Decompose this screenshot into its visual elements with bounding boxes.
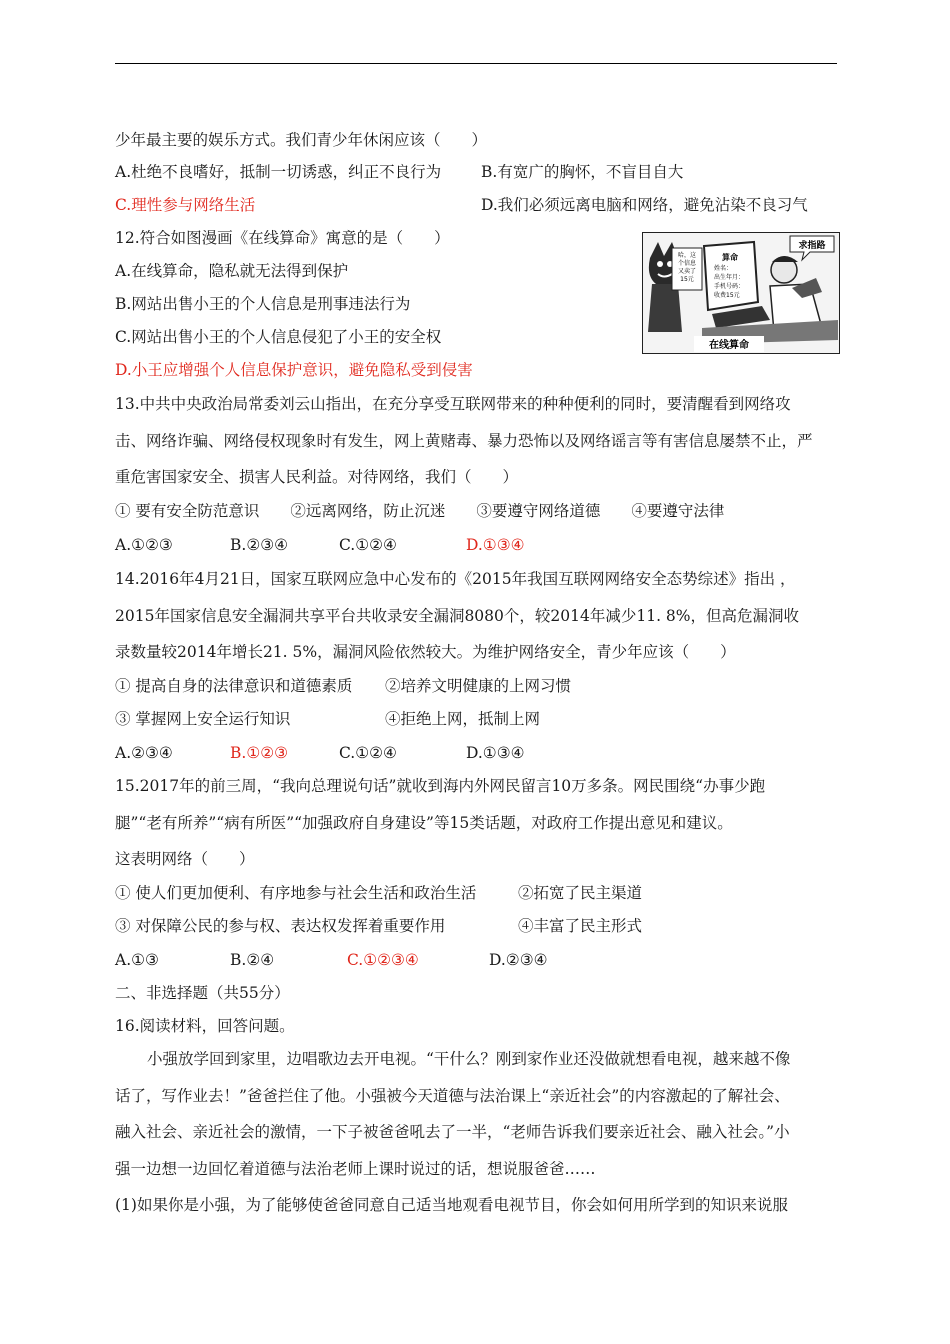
q13-line2: 击、网络诈骗、网络侵权现象时有发生，网上黄赌毒、暴力恐怖以及网络谣言等有害信息屡禁不止，严 (115, 432, 813, 450)
cartoon-screen-fee: 收费15元 (714, 292, 740, 299)
q14-option-d: D.①③④ (466, 744, 525, 762)
q15-option-a: A.①③ (115, 951, 159, 969)
q15-option-b: B.②④ (230, 951, 275, 969)
q13-option-d-answer: D.①③④ (466, 536, 525, 554)
q14-line2: 2015年国家信息安全漏洞共享平台共收录安全漏洞8080个，较2014年减少11. 8%，但高危漏洞收 (115, 607, 800, 625)
q15-line3: 这表明网络（ ） (115, 850, 255, 868)
q11-option-b: B.有宽广的胸怀，不盲目自大 (481, 163, 684, 181)
q16-paragraph-line2: 话了，写作业去！”爸爸拦住了他。小强被今天道德与法治课上“亲近社会”的内容激起的了解社会、 (115, 1087, 790, 1105)
cartoon-note-line1: 哈，这 (677, 252, 697, 259)
q14-item3: ③ 掌握网上安全运行知识 (115, 710, 291, 728)
q11-option-d: D.我们必须远离电脑和网络，避免沾染不良习气 (481, 196, 808, 214)
q12-option-a: A.在线算命，隐私就无法得到保护 (115, 262, 349, 280)
q11-option-a: A.杜绝不良嗜好，抵制一切诱惑，纠正不良行为 (115, 163, 442, 181)
online-fortune-cartoon (642, 232, 840, 354)
q13-items: ① 要有安全防范意识 ②远离网络，防止沉迷 ③要遵守网络道德 ④要遵守法律 (115, 502, 725, 520)
q15-item3: ③ 对保障公民的参与权、表达权发挥着重要作用 (115, 917, 446, 935)
q15-item1: ① 使人们更加便利、有序地参与社会生活和政治生活 (115, 884, 477, 902)
q14-item2: ②培养文明健康的上网习惯 (385, 677, 572, 695)
q13-option-c: C.①②④ (339, 536, 397, 554)
q15-item4: ④丰富了民主形式 (518, 917, 643, 935)
q13-option-a: A.①②③ (115, 536, 173, 554)
q14-line3: 录数量较2014年增长21. 5%，漏洞风险依然较大。为维护网络安全，青少年应该（ ） (115, 643, 736, 661)
q12-option-d-answer: D.小王应增强个人信息保护意识，避免隐私受到侵害 (115, 361, 473, 379)
q12-option-c: C.网站出售小王的个人信息侵犯了小王的安全权 (115, 328, 442, 346)
q14-item4: ④拒绝上网，抵制上网 (385, 710, 541, 728)
q14-option-c: C.①②④ (339, 744, 397, 762)
q12-option-b: B.网站出售小王的个人信息是刑事违法行为 (115, 295, 411, 313)
cartoon-screen-title: 算命 (722, 253, 738, 262)
q15-option-d: D.②③④ (489, 951, 548, 969)
header-rule (115, 63, 837, 64)
q11-stem-end: 少年最主要的娱乐方式。我们青少年休闲应该（ ） (115, 131, 488, 149)
cartoon-caption: 在线算命 (709, 340, 749, 351)
q16-paragraph-line1: 小强放学回到家里，边唱歌边去开电视。“干什么？刚到家作业还没做就想看电视，越来越不像 (147, 1050, 791, 1068)
cartoon-note-line4: 15元 (680, 276, 694, 283)
q14-option-a: A.②③④ (115, 744, 173, 762)
q15-item2: ②拓宽了民主渠道 (518, 884, 643, 902)
cartoon-note-line2: 个信息 (677, 260, 697, 267)
section-heading: 二、非选择题（共55分） (115, 984, 290, 1002)
q13-line1: 13.中共中央政治局常委刘云山指出，在充分享受互联网带来的种种便利的同时，要清醒看到网络攻 (115, 395, 791, 413)
cartoon-screen-birth: 出生年月： (714, 274, 745, 281)
cartoon-screen-phone: 手机号码： (714, 283, 745, 290)
q16-paragraph-line4: 强一边想一边回忆着道德与法治老师上课时说过的话，想说服爸爸…… (115, 1160, 596, 1178)
q14-item1: ① 提高自身的法律意识和道德素质 (115, 677, 353, 695)
q16-paragraph-line3: 融入社会、亲近社会的激情，一下子被爸爸吼去了一半，“老师告诉我们要亲近社会、融入社会。”小 (115, 1123, 790, 1141)
q15-line1: 15.2017年的前三周，“我向总理说句话”就收到海内外网民留言10万多条。网民围绕“办事少跑 (115, 777, 766, 795)
q12-stem: 12.符合如图漫画《在线算命》寓意的是（ ） (115, 229, 450, 247)
q11-option-c-answer: C.理性参与网络生活 (115, 196, 256, 214)
q15-option-c-answer: C.①②③④ (347, 951, 419, 969)
q16-stem: 16.阅读材料，回答问题。 (115, 1017, 295, 1035)
q14-line1: 14.2016年4月21日，国家互联网应急中心发布的《2015年我国互联网网络安全态势综述》指出 ， (115, 570, 796, 588)
q13-line3: 重危害国家安全、损害人民利益。对待网络，我们（ ） (115, 468, 519, 486)
q14-option-b-answer: B.①②③ (230, 744, 289, 762)
cartoon-note-line3: 又卖了 (677, 268, 697, 275)
cartoon-screen-name: 姓名： (714, 265, 733, 272)
q13-option-b: B.②③④ (230, 536, 289, 554)
q15-line2: 腿”“老有所养”“病有所医”“加强政府自身建设”等15类话题，对政府工作提出意见和建议。 (115, 814, 733, 832)
q16-subquestion-1: (1)如果你是小强，为了能够使爸爸同意自己适当地观看电视节目，你会如何用所学到的知识来说服 (115, 1196, 788, 1214)
cartoon-speech-bubble: 求指路 (798, 241, 826, 251)
